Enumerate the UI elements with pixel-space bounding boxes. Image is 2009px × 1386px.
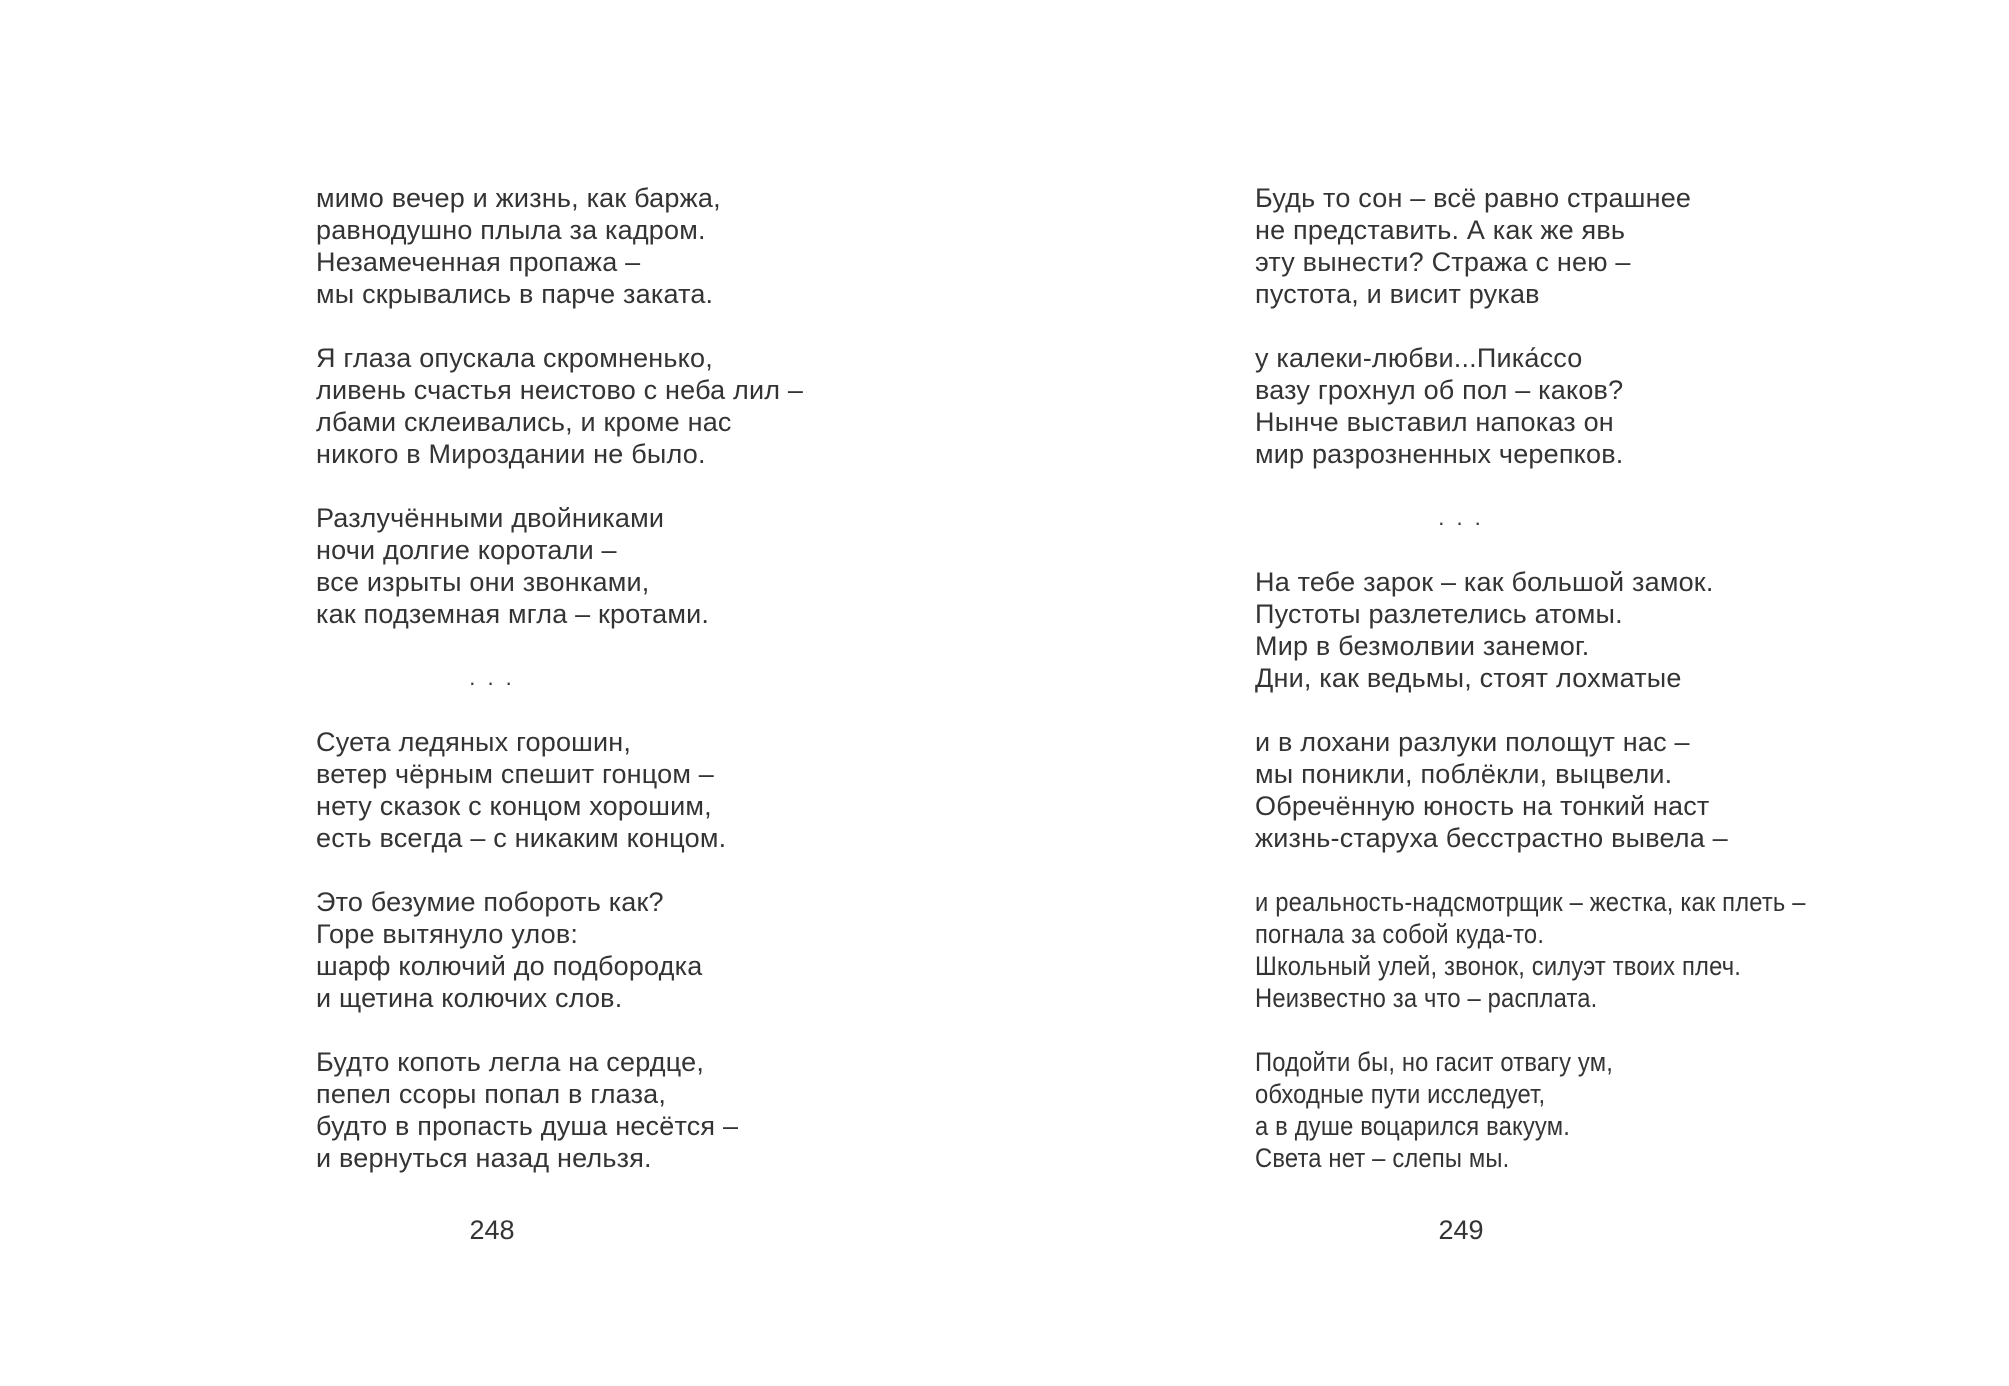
poem-line: мимо вечер и жизнь, как баржа,	[316, 183, 721, 213]
poem-column-right	[1255, 182, 1806, 1174]
stanza	[316, 182, 721, 310]
poem-line: а в душе воцарился вакуум.	[1255, 1111, 1570, 1141]
stanza-separator: . . .	[1438, 505, 1484, 530]
poem-line: и щетина колючих слов.	[316, 983, 623, 1013]
poem-line: лбами склеивались, и кроме нас	[316, 407, 732, 437]
poem-line: как подземная мгла – кротами.	[316, 599, 710, 629]
poem-line: ночи долгие коротали –	[316, 535, 617, 565]
poem-line: Горе вытянуло улов:	[316, 919, 579, 949]
page-left	[316, 182, 804, 1246]
poem-line: Обречённую юность на тонкий наст	[1255, 791, 1710, 821]
poem-line: будто в пропасть душа несётся –	[316, 1111, 739, 1141]
poem-line: Я глаза опускала скромненько,	[316, 343, 713, 373]
poem-line: Школьный улей, звонок, силуэт твоих плеч.	[1255, 951, 1742, 981]
poem-line: Суета ледяных горошин,	[316, 727, 632, 757]
page-number: 249	[1438, 1215, 1484, 1245]
poem-line: и в лохани разлуки полощут нас –	[1255, 727, 1690, 757]
poem-line: и вернуться назад нельзя.	[316, 1143, 652, 1173]
stanza	[316, 886, 703, 1014]
poem-line: у калеки-любви...Пика́ссо	[1255, 343, 1583, 373]
poem-line: Нынче выставил напоказ он	[1255, 407, 1614, 437]
stanza	[1255, 182, 1692, 310]
poem-line: ливень счастья неистово с неба лил –	[316, 375, 804, 405]
poem-line: пустота, и висит рукав	[1255, 279, 1540, 309]
poem-line: эту вынести? Стража с нею –	[1255, 247, 1631, 277]
poem-line: Будь то сон – всё равно страшнее	[1255, 183, 1692, 213]
poem-line: и реальность-надсмотрщик – жестка, как плеть –	[1255, 887, 1806, 917]
poem-line: не представить. А как же явь	[1255, 215, 1626, 245]
stanza-separator: . . .	[469, 665, 515, 690]
poem-line: погнала за собой куда-то.	[1255, 919, 1545, 949]
page-number: 248	[469, 1215, 515, 1245]
page-right	[1255, 182, 1806, 1246]
poem-line: Это безумие побороть как?	[316, 887, 664, 917]
stanza	[316, 342, 804, 470]
poem-line: Незамеченная пропажа –	[316, 247, 641, 277]
poem-line: вазу грохнул об пол – каков?	[1255, 375, 1624, 405]
poem-line: никого в Мироздании не было.	[316, 439, 706, 469]
poem-line: нету сказок с концом хорошим,	[316, 791, 712, 821]
poem-line: Света нет – слепы мы.	[1255, 1143, 1510, 1173]
stanza	[1255, 886, 1806, 1014]
poem-line: шарф колючий до подбородка	[316, 951, 703, 981]
stanza	[316, 1046, 739, 1174]
poem-line: На тебе зарок – как большой замок.	[1255, 567, 1714, 597]
stanza	[316, 726, 727, 854]
poem-line: есть всегда – с никаким концом.	[316, 823, 727, 853]
poem-line: жизнь-старуха бесстрастно вывела –	[1255, 823, 1728, 853]
stanza	[1255, 566, 1714, 694]
poem-line: Дни, как ведьмы, стоят лохматые	[1255, 663, 1682, 693]
poem-line: пепел ссоры попал в глаза,	[316, 1079, 667, 1109]
poem-line: ветер чёрным спешит гонцом –	[316, 759, 715, 789]
stanza	[316, 502, 710, 630]
stanza	[1255, 726, 1728, 854]
poem-line: Подойти бы, но гасит отвагу ум,	[1255, 1047, 1613, 1077]
poem-line: Будто копоть легла на сердце,	[316, 1047, 705, 1077]
poem-line: мы поникли, поблёкли, выцвели.	[1255, 759, 1673, 789]
poem-line: Пустоты разлетелись атомы.	[1255, 599, 1623, 629]
poem-line: равнодушно плыла за кадром.	[316, 215, 706, 245]
poem-line: все изрыты они звонками,	[316, 567, 650, 597]
poem-line: Неизвестно за что – расплата.	[1255, 983, 1598, 1013]
poem-line: обходные пути исследует,	[1255, 1079, 1546, 1109]
poem-line: Мир в безмолвии занемог.	[1255, 631, 1590, 661]
poem-column-left	[316, 182, 804, 1174]
poem-line: Разлучёнными двойниками	[316, 503, 665, 533]
poem-line: мир разрозненных черепков.	[1255, 439, 1624, 469]
poem-line: мы скрывались в парче заката.	[316, 279, 714, 309]
stanza	[1255, 342, 1667, 470]
stanza	[1255, 1046, 1667, 1174]
